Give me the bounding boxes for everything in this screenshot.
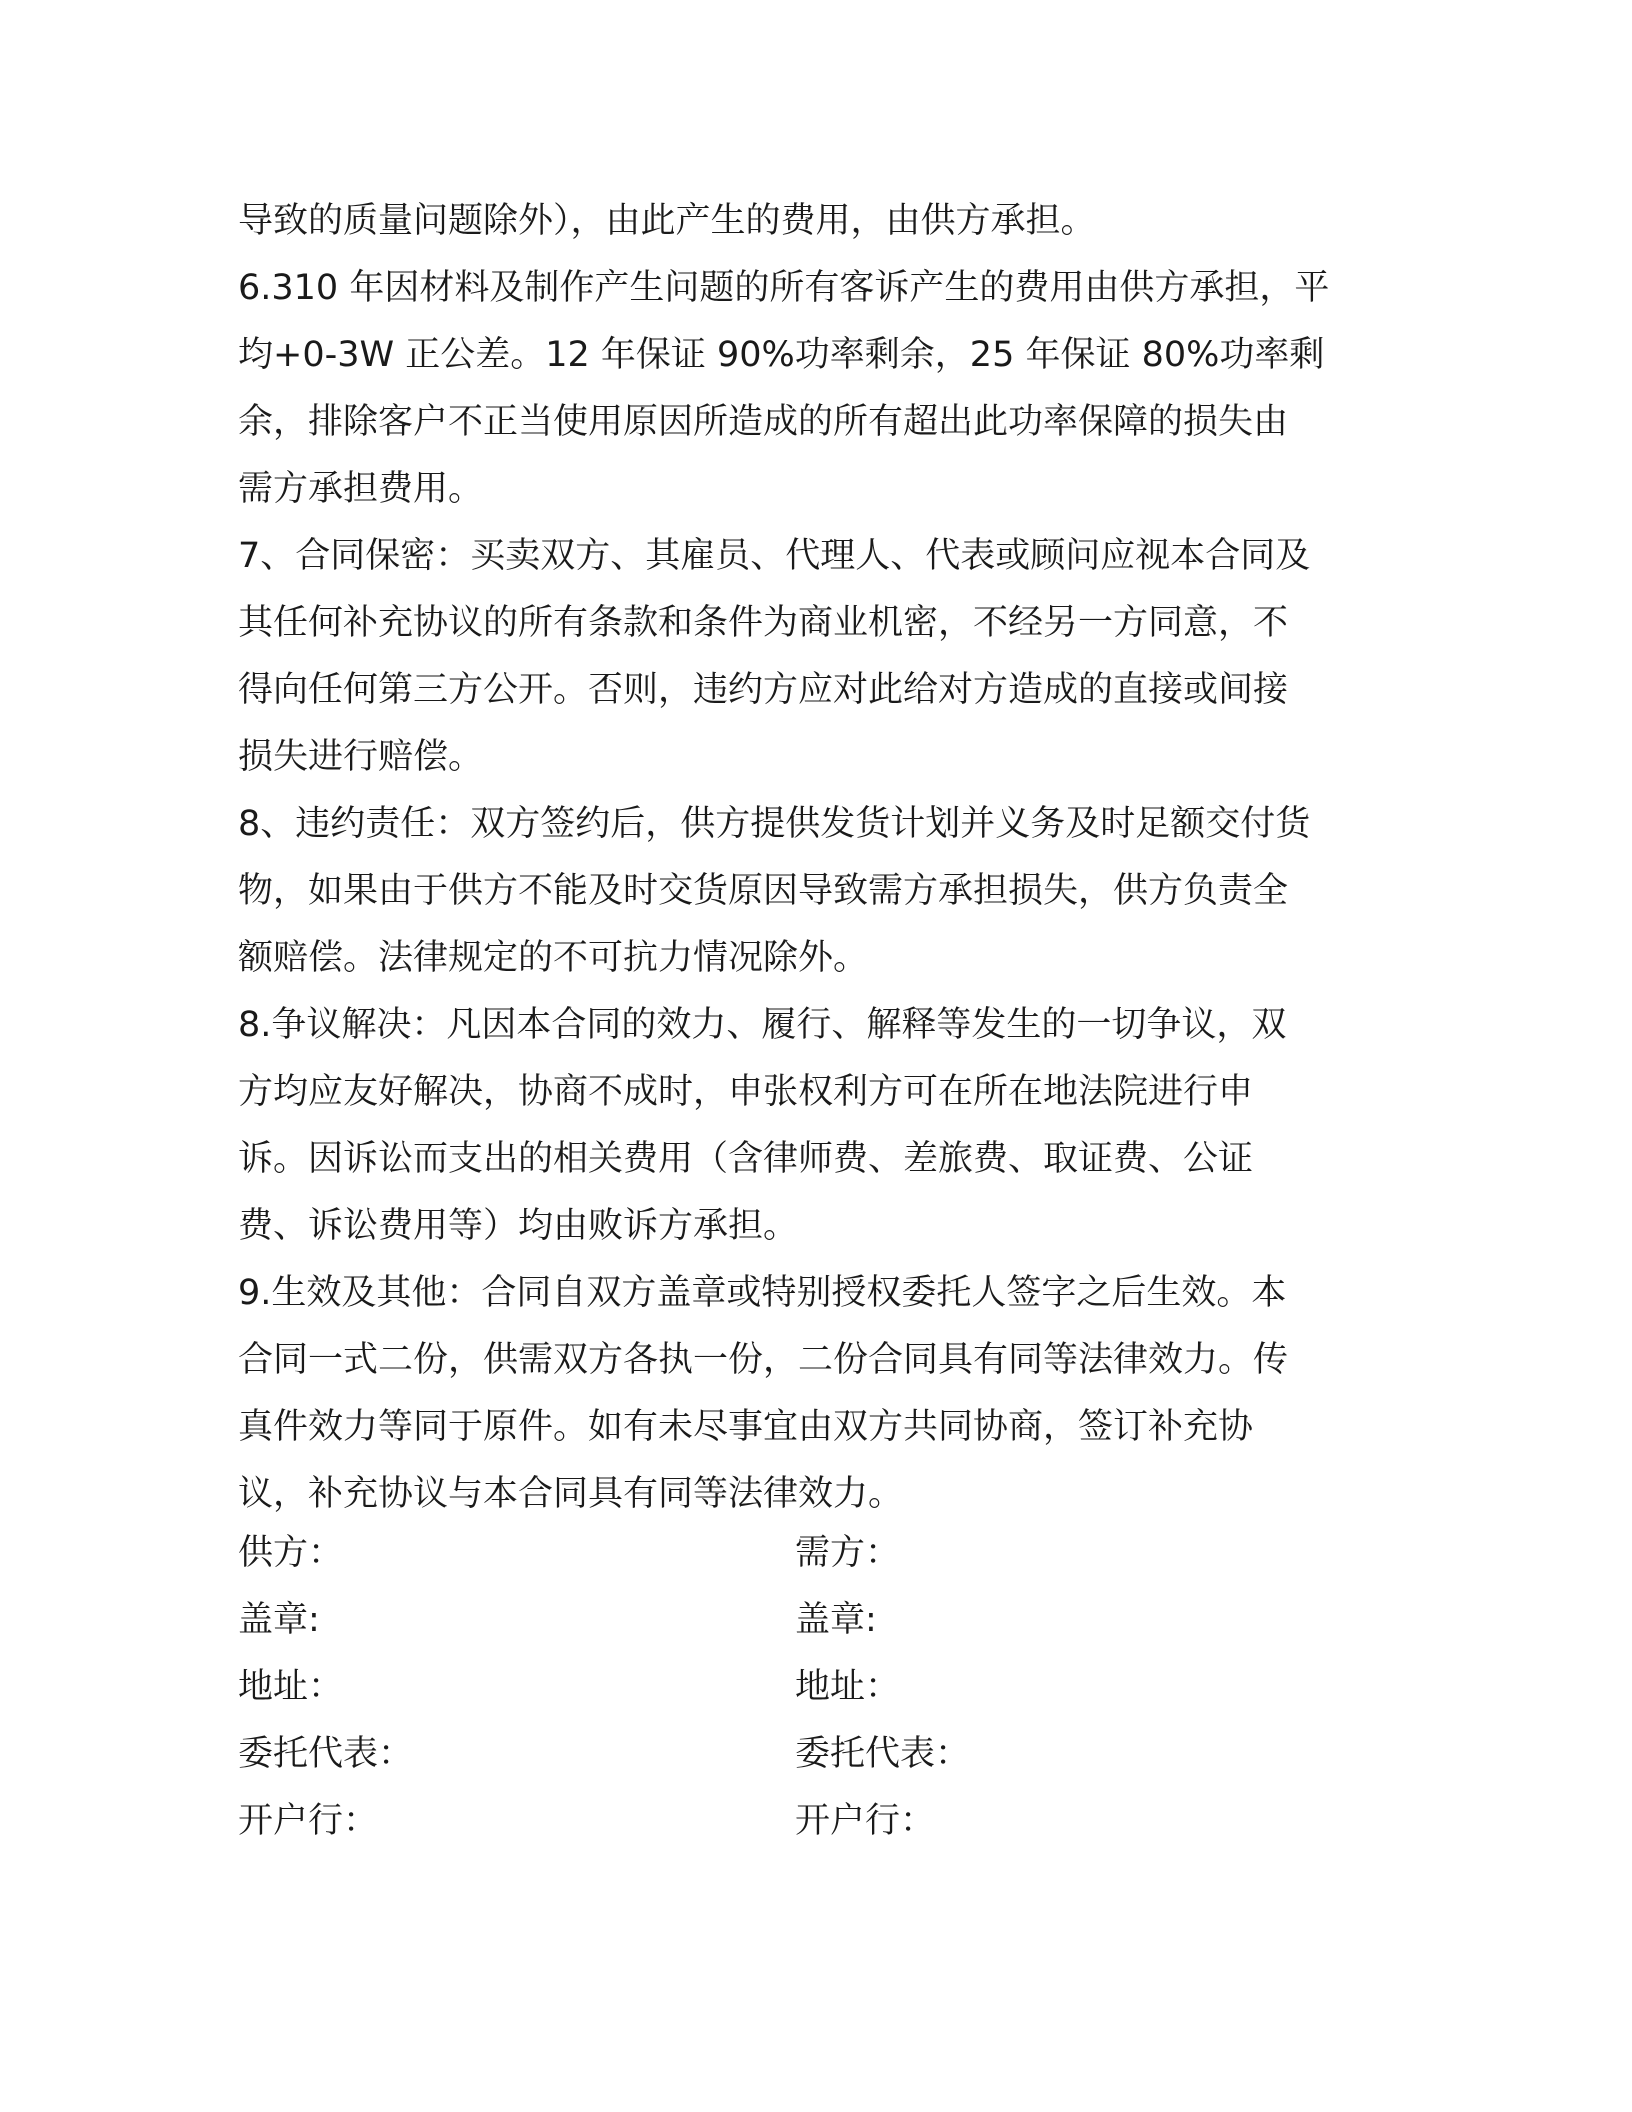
body-line: 需方承担费用。 xyxy=(238,469,484,509)
buyer-seal-label: 盖章: xyxy=(795,1600,877,1640)
buyer-address-label: 地址： xyxy=(795,1667,901,1707)
signature-row-party xyxy=(238,1520,1398,1587)
body-line: 6.310 年因材料及制作产生问题的所有客诉产生的费用由供方承担，平 xyxy=(238,268,1330,308)
signature-row-representative xyxy=(238,1721,1398,1788)
body-line: 诉。因诉讼而支出的相关费用（含律师费、差旅费、取证费、公证 xyxy=(238,1139,1254,1179)
body-line: 损失进行赔偿。 xyxy=(238,737,484,777)
body-line: 余，排除客户不正当使用原因所造成的所有超出此功率保障的损失由 xyxy=(238,402,1289,442)
supplier-seal-label: 盖章: xyxy=(238,1600,320,1640)
body-line: 7、合同保密：买卖双方、其雇员、代理人、代表或顾问应视本合同及 xyxy=(238,536,1311,576)
body-line: 合同一式二份，供需双方各执一份，二份合同具有同等法律效力。传 xyxy=(238,1340,1289,1380)
body-line: 得向任何第三方公开。否则，违约方应对此给对方造成的直接或间接 xyxy=(238,670,1289,710)
body-line: 8、违约责任：双方签约后，供方提供发货计划并义务及时足额交付货 xyxy=(238,804,1311,844)
supplier-label: 供方： xyxy=(238,1533,344,1573)
body-line: 导致的质量问题除外），由此产生的费用，由供方承担。 xyxy=(238,201,1096,241)
body-line: 额赔偿。法律规定的不可抗力情况除外。 xyxy=(238,938,869,978)
body-line: 物，如果由于供方不能及时交货原因导致需方承担损失，供方负责全 xyxy=(238,871,1289,911)
signature-row-bank xyxy=(238,1788,1398,1855)
supplier-representative-label: 委托代表： xyxy=(238,1734,414,1774)
signature-row-address xyxy=(238,1654,1398,1721)
body-line: 8.争议解决：凡因本合同的效力、履行、解释等发生的一切争议，双 xyxy=(238,1005,1287,1045)
body-line: 真件效力等同于原件。如有未尽事宜由双方共同协商，签订补充协 xyxy=(238,1407,1254,1447)
body-line: 9.生效及其他：合同自双方盖章或特别授权委托人签字之后生效。本 xyxy=(238,1273,1287,1313)
body-line: 其任何补充协议的所有条款和条件为商业机密，不经另一方同意，不 xyxy=(238,603,1289,643)
supplier-bank-label: 开户行： xyxy=(238,1801,379,1841)
body-line: 方均应友好解决，协商不成时，申张权利方可在所在地法院进行申 xyxy=(238,1072,1254,1112)
body-line: 费、诉讼费用等）均由败诉方承担。 xyxy=(238,1206,799,1246)
buyer-representative-label: 委托代表： xyxy=(795,1734,971,1774)
signature-block xyxy=(238,1520,1398,1855)
body-line: 议，补充协议与本合同具有同等法律效力。 xyxy=(238,1474,904,1514)
buyer-label: 需方： xyxy=(795,1533,901,1573)
supplier-address-label: 地址： xyxy=(238,1667,344,1707)
contract-body xyxy=(238,188,1398,1528)
body-line: 均+0-3W 正公差。12 年保证 90%功率剩余，25 年保证 80%功率剩 xyxy=(238,335,1325,375)
signature-row-seal xyxy=(238,1587,1398,1654)
buyer-bank-label: 开户行： xyxy=(795,1801,936,1841)
